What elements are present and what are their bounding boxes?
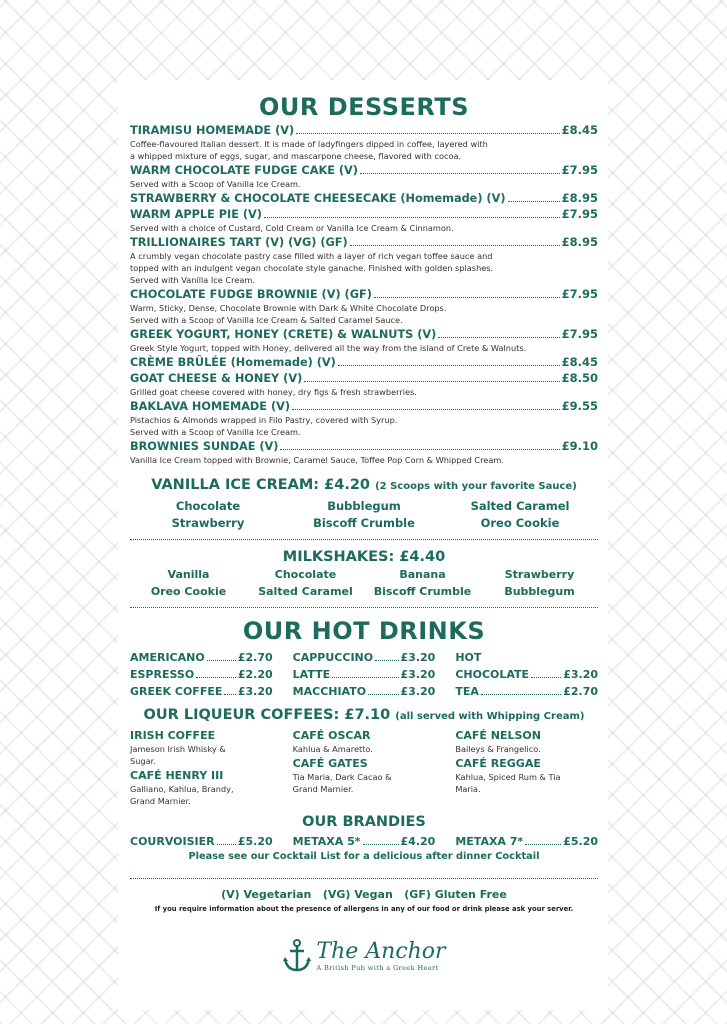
liqueur-coffee-name: CAFÉ HENRY III [130, 769, 224, 782]
dotted-leader [368, 687, 398, 695]
icecream-title-text: VANILLA ICE CREAM: £4.20 [151, 477, 371, 493]
dotted-leader [360, 165, 560, 174]
dessert-description: Vanilla Ice Cream topped with Brownie, Caramel Sauce, Toffee Pop Corn & Whipped Cream. [130, 455, 504, 465]
drink-name: TEA [455, 685, 479, 698]
liqueur-coffee-name: IRISH COFFEE [130, 729, 216, 742]
dessert-item [130, 287, 598, 326]
hot-drinks-col-2 [293, 649, 436, 700]
dessert-line [130, 163, 598, 178]
anchor-icon [282, 939, 312, 973]
sauce-option: Chocolate [175, 499, 241, 513]
drink-row [455, 683, 598, 700]
dotted-leader [525, 837, 561, 845]
dessert-item [130, 355, 598, 370]
dotted-leader [296, 125, 559, 134]
dotted-leader [350, 237, 560, 246]
pub-tagline: A British Pub with a Greek Heart [316, 964, 439, 972]
drink-row [130, 666, 273, 683]
pub-name: The Anchor [316, 939, 446, 964]
divider [130, 539, 598, 540]
drink-row [455, 666, 598, 683]
hot-drinks-title: OUR HOT DRINKS [242, 617, 486, 645]
drink-row [293, 649, 436, 666]
drink-name: LATTE [292, 668, 331, 681]
liqueur-title [130, 706, 598, 726]
dessert-price: £7.95 [561, 287, 598, 301]
dessert-line [130, 191, 598, 206]
dessert-price: £8.95 [561, 235, 598, 249]
liqueur-title-text: OUR LIQUEUR COFFEES: £7.10 [143, 707, 391, 723]
liqueur-coffee-description [130, 743, 273, 767]
dessert-name: BAKLAVA HOMEMADE (V) [130, 400, 291, 413]
dessert-name: WARM CHOCOLATE FUDGE CAKE (V) [130, 164, 358, 177]
dotted-leader [304, 373, 559, 382]
dessert-description: Served with a Scoop of Vanilla Ice Cream & Salted Caramel Sauce. [130, 315, 403, 325]
dessert-line [130, 123, 598, 138]
dessert-item [130, 123, 598, 162]
drink-name: MACCHIATO [292, 685, 367, 698]
brandy-col [293, 833, 436, 850]
dessert-price: £7.95 [561, 207, 598, 221]
menu-page [130, 92, 598, 973]
brandy-col [130, 833, 273, 850]
drink-price: £3.20 [237, 685, 273, 698]
dessert-description: A crumbly vegan chocolate pastry case filled with a layer of rich vegan toffee sauce and [130, 251, 493, 261]
description-line: Kahlua & Amaretto. [292, 744, 373, 754]
dessert-name: TRILLIONAIRES TART (V) (VG) (GF) [130, 236, 348, 249]
sauce-option: Biscoff Crumble [313, 516, 415, 530]
dessert-name: CHOCOLATE FUDGE BROWNIE (V) (GF) [130, 288, 372, 301]
dessert-price: £9.55 [561, 399, 598, 413]
brandy-col [455, 833, 598, 850]
dotted-leader [207, 653, 236, 661]
dessert-price: £8.95 [561, 191, 598, 205]
sauce-option: Strawberry [171, 516, 245, 530]
drink-name: CAPPUCCINO [292, 651, 374, 664]
description-line: Tia Maria, Dark Cacao & [292, 772, 392, 782]
milkshake-flavour: Chocolate [274, 568, 337, 581]
dessert-line [130, 355, 598, 370]
drink-row [455, 833, 598, 850]
hot-drinks-col-3 [455, 649, 598, 700]
dessert-description: Served with Vanilla Ice Cream. [130, 275, 255, 285]
dessert-description: Served with a Scoop of Vanilla Ice Cream. [130, 179, 301, 189]
divider [130, 607, 598, 608]
dotted-leader [292, 401, 560, 410]
sauce-option: Salted Caramel [470, 499, 570, 513]
dotted-leader [374, 289, 560, 298]
sauce-list [130, 498, 598, 532]
dessert-name: WARM APPLE PIE (V) [130, 208, 262, 221]
dotted-leader [481, 687, 561, 695]
cocktail-note: Please see our Cocktail List for a delicious after dinner Cocktail [188, 851, 540, 862]
description-line: Grand Marnier. [292, 784, 354, 794]
dessert-name: STRAWBERRY & CHOCOLATE CHEESECAKE (Homemade) (V) [130, 192, 506, 205]
icecream-title [130, 476, 598, 496]
dessert-name: GREEK YOGURT, HONEY (CRETE) & WALNUTS (V) [130, 328, 437, 341]
dessert-line [130, 207, 598, 222]
milkshake-flavour: Biscoff Crumble [373, 585, 472, 598]
milkshake-flavour: Vanilla [167, 568, 210, 581]
dessert-price: £7.95 [561, 163, 598, 177]
dotted-leader [375, 653, 398, 661]
milkshake-flavour: Salted Caramel [258, 585, 353, 598]
dessert-line [130, 235, 598, 250]
liqueur-coffee-description [455, 743, 598, 755]
drink-name: METAXA 7* [455, 835, 524, 848]
drink-price: £4.20 [400, 835, 436, 848]
liqueur-coffee-description [293, 743, 436, 755]
drink-price: £3.20 [400, 685, 436, 698]
description-line: Jameson Irish Whisky & [130, 744, 226, 754]
dotted-leader [217, 837, 236, 845]
dotted-leader [438, 329, 559, 338]
drink-name: ESPRESSO [130, 668, 195, 681]
dotted-leader [280, 441, 559, 450]
dessert-price: £8.50 [561, 371, 598, 385]
dessert-price: £9.10 [561, 439, 598, 453]
liqueur-coffee-description [293, 771, 436, 795]
hot-drinks-col-1 [130, 649, 273, 700]
drink-price: £3.20 [400, 651, 436, 664]
description-line: Grand Marnier. [130, 796, 191, 806]
drink-price: £3.20 [563, 668, 598, 681]
milkshake-flavour: Bubblegum [504, 585, 575, 598]
dessert-description: Warm, Sticky, Dense, Chocolate Brownie with Dark & White Chocolate Drops. [130, 303, 447, 313]
dotted-leader [363, 837, 399, 845]
milkshake-flavour: Banana [399, 568, 446, 581]
dessert-description: topped with an indulgent vegan chocolate style ganache. Finished with golden splashes. [130, 263, 494, 273]
dessert-price: £8.45 [561, 355, 598, 369]
dessert-line [130, 439, 598, 454]
desserts-title: OUR DESSERTS [259, 93, 469, 121]
dessert-line [130, 327, 598, 342]
logo-text [316, 940, 445, 972]
liqueur-subtitle: (all served with Whipping Cream) [395, 711, 585, 722]
drink-name: GREEK COFFEE [130, 685, 223, 698]
drink-row [293, 833, 436, 850]
hot-drinks-grid [130, 649, 598, 700]
drink-name: CHOCOLATE [455, 668, 530, 681]
description-line: Galliano, Kahlua, Brandy, [130, 784, 234, 794]
drink-name: METAXA 5* [292, 835, 361, 848]
dessert-item [130, 439, 598, 466]
dessert-line [130, 399, 598, 414]
dessert-item [130, 371, 598, 398]
drink-row [130, 833, 273, 850]
liqueur-coffee-name: CAFÉ NELSON [455, 729, 541, 742]
dessert-price: £8.45 [561, 123, 598, 137]
dessert-description: Pistachios & Almonds wrapped in Filo Pastry, covered with Syrup. [130, 415, 398, 425]
drink-price: £5.20 [563, 835, 598, 848]
liqueur-coffee-name: CAFÉ REGGAE [455, 757, 541, 770]
dotted-leader [332, 670, 398, 678]
divider [130, 878, 598, 879]
drink-row [130, 683, 273, 700]
liqueur-coffee-name: CAFÉ OSCAR [292, 729, 371, 742]
icecream-subtitle: (2 Scoops with your favorite Sauce) [375, 481, 577, 492]
liqueur-col-2 [293, 729, 436, 809]
liqueur-grid [130, 729, 598, 809]
pub-logo [130, 939, 598, 973]
dessert-description: Grilled goat cheese covered with honey, dry figs & fresh strawberries. [130, 387, 417, 397]
dessert-item [130, 327, 598, 354]
dessert-name: CRÈME BRÛLÉE (Homemade) (V) [130, 356, 336, 369]
brandies-list [130, 833, 598, 850]
liqueur-coffee-name: CAFÉ GATES [292, 757, 368, 770]
milkshake-flavour: Oreo Cookie [150, 585, 227, 598]
dotted-leader [531, 670, 561, 678]
drink-price: £5.20 [237, 835, 273, 848]
dessert-item [130, 207, 598, 234]
dessert-name: TIRAMISU HOMEMADE (V) [130, 124, 295, 137]
brandies-title: OUR BRANDIES [302, 814, 426, 830]
drink-name: AMERICANO [130, 651, 205, 664]
dessert-item [130, 399, 598, 438]
drink-price: £2.70 [237, 651, 273, 664]
dessert-item [130, 191, 598, 206]
dessert-description: Coffee-flavoured Italian dessert. It is made of ladyfingers dipped in coffee, layered with [130, 139, 488, 149]
dessert-line [130, 287, 598, 302]
dotted-leader [508, 193, 560, 202]
drink-price: £2.20 [237, 668, 273, 681]
allergen-note: If you require information about the presence of allergens in any of our food or drink please ask your server. [154, 905, 574, 913]
description-line: Kahlua, Spiced Rum & Tia [455, 772, 561, 782]
drink-name: COURVOISIER [130, 835, 215, 848]
dessert-name: GOAT CHEESE & HONEY (V) [130, 372, 303, 385]
description-line: Maria. [455, 784, 481, 794]
hot-chocolate-line [455, 649, 598, 666]
liqueur-coffee-description [130, 783, 273, 807]
dessert-description: Greek Style Yogurt, topped with Honey, delivered all the way from the island of Crete & Walnuts. [130, 343, 527, 353]
description-line: Sugar. [130, 756, 156, 766]
dotted-leader [338, 357, 560, 366]
drink-price: £3.20 [400, 668, 436, 681]
liqueur-coffee-description [455, 771, 598, 795]
drink-row [293, 683, 436, 700]
dessert-item [130, 163, 598, 190]
sauce-option: Bubblegum [327, 499, 401, 513]
liqueur-col-1 [130, 729, 273, 809]
sauce-option: Oreo Cookie [480, 516, 560, 530]
hot-label: HOT [455, 651, 482, 664]
drink-row [293, 666, 436, 683]
dietary-legend: (V) Vegetarian (VG) Vegan (GF) Gluten Free [221, 888, 507, 901]
desserts-list [130, 123, 598, 466]
dessert-price: £7.95 [561, 327, 598, 341]
dessert-line [130, 371, 598, 386]
dotted-leader [264, 209, 560, 218]
milkshakes-title: MILKSHAKES: £4.40 [282, 549, 446, 565]
drink-price: £2.70 [563, 685, 598, 698]
dotted-leader [196, 670, 236, 678]
dessert-description: a whipped mixture of eggs, sugar, and mascarpone cheese, flavored with cocoa. [130, 151, 462, 161]
liqueur-col-3 [455, 729, 598, 809]
dessert-description: Served with a Scoop of Vanilla Ice Cream. [130, 427, 301, 437]
dessert-description: Served with a choice of Custard, Cold Cream or Vanilla Ice Cream & Cinnamon. [130, 223, 454, 233]
dotted-leader [224, 687, 235, 695]
dessert-name: BROWNIES SUNDAE (V) [130, 440, 279, 453]
milkshake-list [130, 566, 598, 600]
description-line: Baileys & Frangelico. [455, 744, 541, 754]
milkshake-flavour: Strawberry [504, 568, 575, 581]
dessert-item [130, 235, 598, 286]
drink-row [130, 649, 273, 666]
